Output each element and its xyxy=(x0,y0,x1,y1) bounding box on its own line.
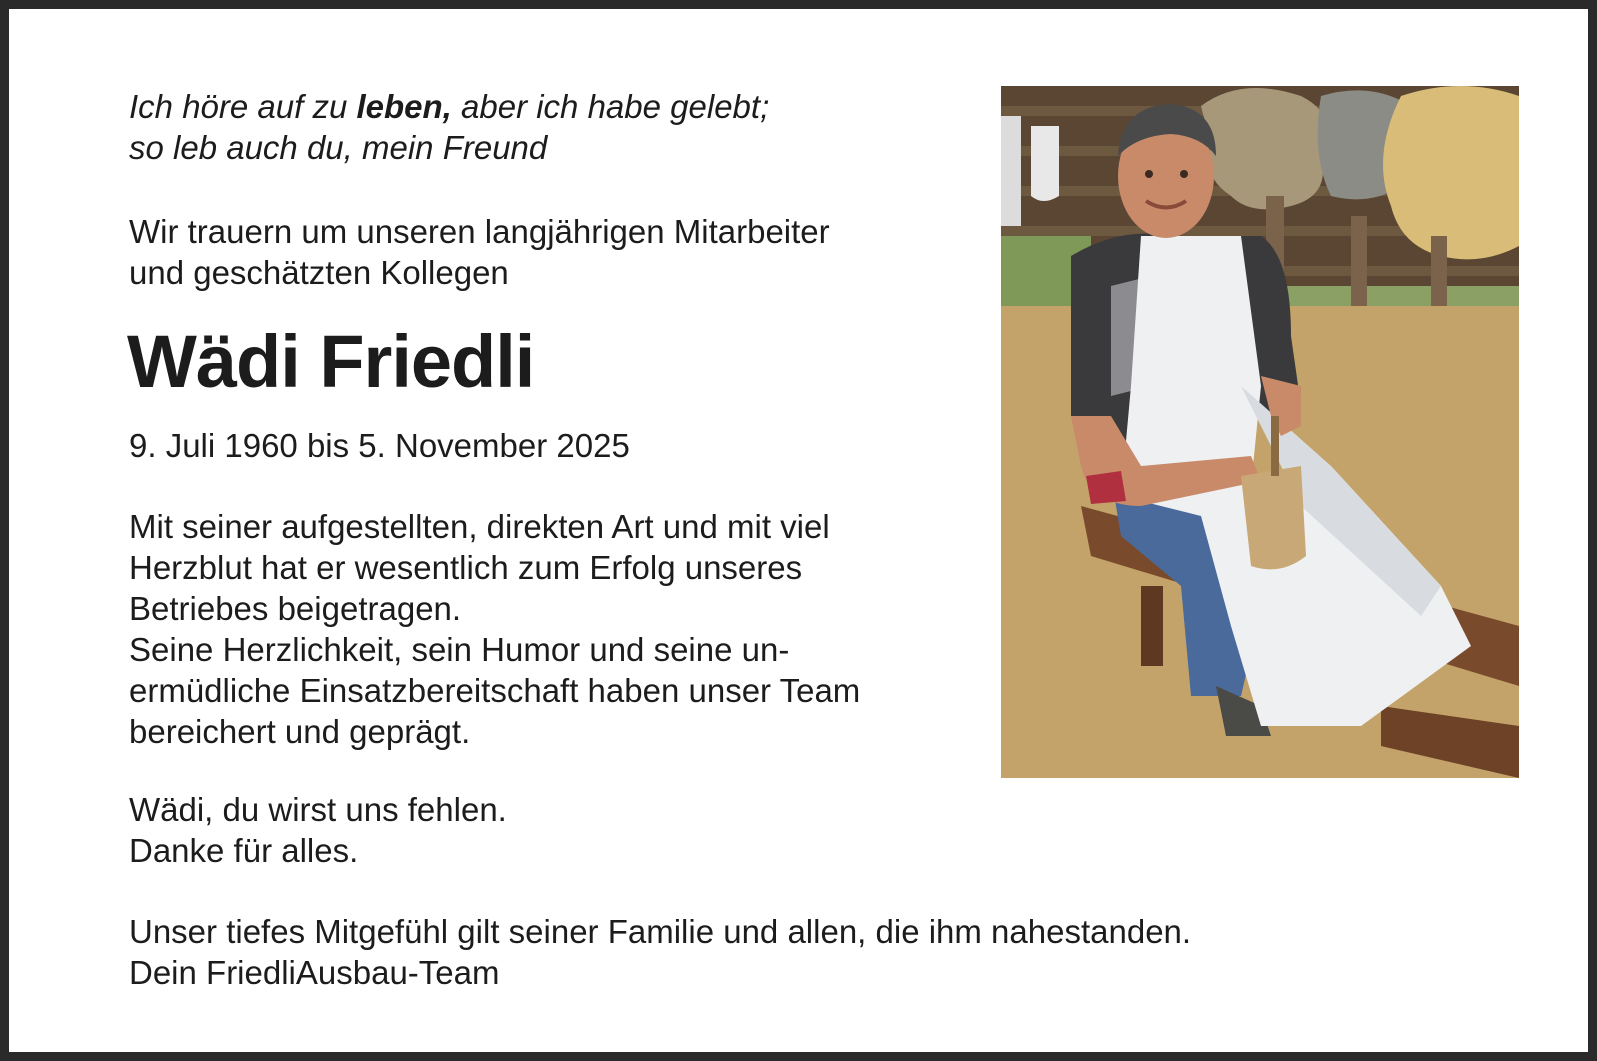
quote-line-1 xyxy=(129,86,769,127)
tribute-line: ermüdliche Einsatzbereitschaft haben unser Team xyxy=(129,672,861,709)
deceased-name: Wädi Friedli xyxy=(127,320,535,403)
intro-line: und geschätzten Kollegen xyxy=(129,254,509,291)
farewell-text xyxy=(129,789,507,871)
closing-line: Unser tiefes Mitgefühl gilt seiner Familie und allen, die ihm nahestanden. xyxy=(129,913,1192,950)
tribute-line: bereichert und geprägt. xyxy=(129,713,471,750)
tribute-line: Herzblut hat er wesentlich zum Erfolg unseres xyxy=(129,549,803,586)
farewell-line: Danke für alles. xyxy=(129,832,359,869)
quote-emphasis: leben, xyxy=(356,88,452,125)
life-dates: 9. Juli 1960 bis 5. November 2025 xyxy=(129,427,630,464)
quote-text: aber ich habe gelebt; xyxy=(451,88,770,125)
tribute-text xyxy=(129,506,860,752)
tribute-line: Betriebes beigetragen. xyxy=(129,590,462,627)
tribute-line: Mit seiner aufgestellten, direkten Art und mit viel xyxy=(129,508,830,545)
closing-text xyxy=(129,911,1191,993)
signature-line: Dein FriedliAusbau-Team xyxy=(129,954,500,991)
quote-text: Ich höre auf zu xyxy=(129,88,357,125)
quote-block xyxy=(129,86,769,168)
intro-text xyxy=(129,211,830,293)
farewell-line: Wädi, du wirst uns fehlen. xyxy=(129,791,507,828)
tribute-line: Seine Herzlichkeit, sein Humor und seine un- xyxy=(129,631,790,668)
quote-line-2: so leb auch du, mein Freund xyxy=(129,129,548,166)
portrait-photo xyxy=(1001,86,1519,778)
intro-line: Wir trauern um unseren langjährigen Mitarbeiter xyxy=(129,213,830,250)
